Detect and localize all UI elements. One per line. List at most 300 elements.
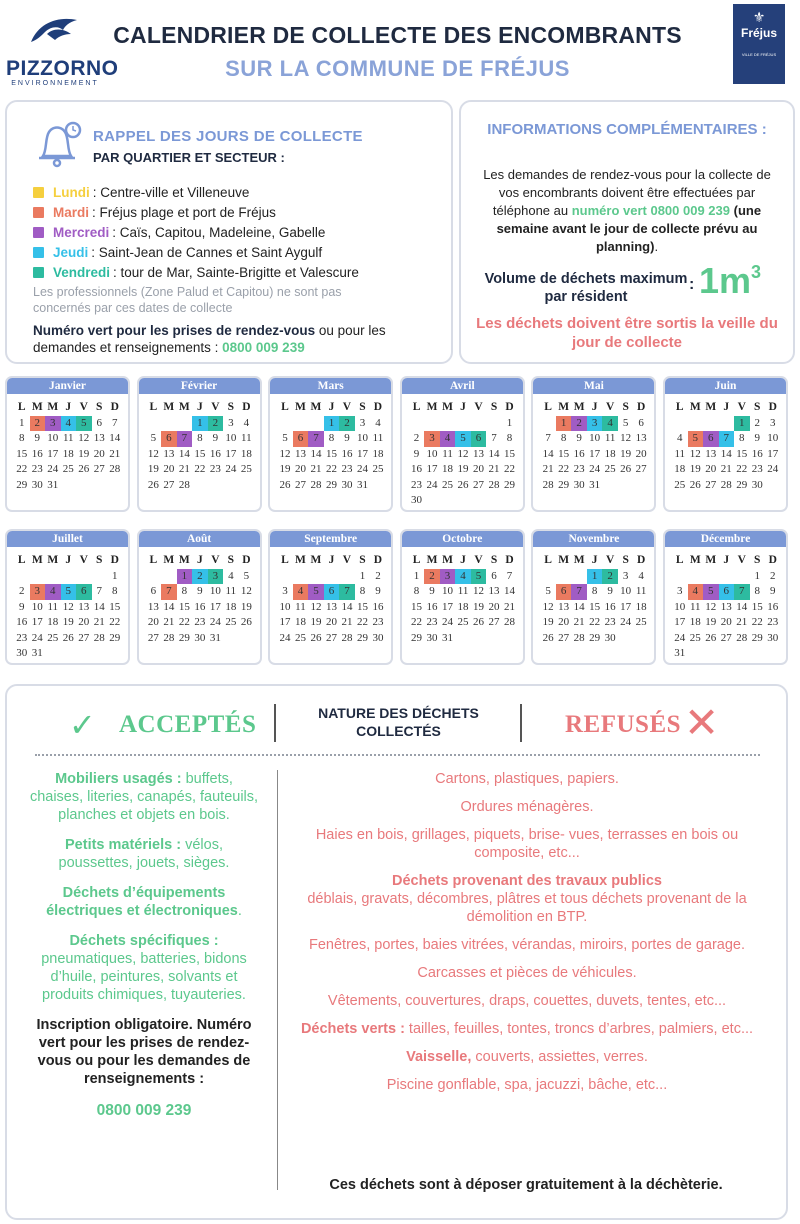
refused-item-text: Ordures ménagères. bbox=[460, 799, 594, 815]
volume-number: 1m bbox=[699, 260, 752, 301]
refused-item bbox=[297, 992, 757, 1010]
waste-nature-section bbox=[5, 684, 788, 1220]
day-cell: 16 bbox=[426, 600, 438, 613]
day-cell: 29 bbox=[411, 631, 423, 644]
weekday-header: M bbox=[47, 554, 59, 566]
day-name: Mardi bbox=[53, 204, 90, 220]
month-calendar bbox=[137, 376, 262, 512]
day-cell: 8 bbox=[506, 432, 513, 444]
collection-day-cell: 1 bbox=[177, 569, 193, 585]
day-cell: 8 bbox=[197, 432, 203, 444]
day-cell: 10 bbox=[674, 600, 686, 613]
weekday-header: V bbox=[605, 554, 615, 566]
day-cell: 31 bbox=[442, 631, 454, 644]
pizzorno-logo bbox=[6, 12, 119, 90]
day-sectors: : Caïs, Capitou, Madeleine, Gabelle bbox=[112, 224, 326, 240]
day-cell: 27 bbox=[488, 616, 500, 628]
collection-day-cell: 3 bbox=[208, 569, 224, 585]
weekday-header: M bbox=[310, 554, 322, 566]
day-sectors: : tour de Mar, Sainte-Brigitte et Valescure bbox=[113, 264, 359, 280]
weekday-header: S bbox=[754, 401, 761, 413]
day-cell: 8 bbox=[328, 432, 335, 444]
weekday-header: M bbox=[573, 401, 585, 413]
empty-cell bbox=[471, 416, 487, 432]
day-legend-item bbox=[33, 202, 453, 222]
accepted-list bbox=[29, 770, 259, 1120]
day-cell: 10 bbox=[225, 432, 237, 444]
day-cell: 15 bbox=[16, 447, 28, 460]
day-cell: 15 bbox=[325, 447, 337, 460]
weekday-header: M bbox=[558, 401, 570, 413]
day-cell: 10 bbox=[442, 585, 454, 597]
accepted-item-text: pneumatiques, batteries, bidons d’huile, peintures, solvants et produits chimiques, tuyauteries. bbox=[41, 951, 247, 1003]
day-cell: 12 bbox=[457, 447, 469, 460]
weekday-header: M bbox=[426, 554, 438, 566]
day-cell: 13 bbox=[93, 432, 105, 444]
day-cell: 11 bbox=[604, 432, 616, 444]
empty-cell bbox=[76, 569, 92, 585]
day-cell: 28 bbox=[573, 631, 585, 644]
day-cell: 21 bbox=[488, 463, 500, 475]
weekday-header: J bbox=[328, 401, 335, 413]
day-cell: 11 bbox=[689, 600, 701, 613]
day-cell: 26 bbox=[78, 463, 90, 475]
day-cell: 9 bbox=[197, 585, 203, 597]
day-cell: 19 bbox=[705, 616, 717, 628]
collection-day-cell: 4 bbox=[293, 584, 309, 600]
accepted-item-bold: Mobiliers usagés : bbox=[55, 771, 182, 787]
day-cell: 20 bbox=[78, 616, 90, 628]
collection-day-cell: 1 bbox=[754, 569, 760, 582]
day-cell: 12 bbox=[147, 447, 159, 460]
refused-item-text: Cartons, plastiques, papiers. bbox=[435, 771, 619, 787]
day-cell: 7 bbox=[506, 569, 513, 582]
divider bbox=[520, 704, 522, 742]
weekday-header: M bbox=[31, 401, 43, 413]
accepted-item-bold: Déchets d’équipements électriques et électroniques bbox=[46, 885, 238, 919]
collection-day-cell: 4 bbox=[688, 584, 704, 600]
day-cell: 29 bbox=[178, 631, 190, 644]
refused-item bbox=[297, 770, 757, 788]
day-cell: 13 bbox=[720, 600, 732, 613]
day-cell: 25 bbox=[47, 631, 59, 644]
weekday-header: J bbox=[723, 401, 730, 413]
accepted-item-text: buffets, chaises, literies, canapés, fauteuils, planches et objets en bois. bbox=[29, 771, 259, 823]
collection-day-cell: 5 bbox=[455, 431, 471, 447]
day-cell: 21 bbox=[93, 616, 105, 628]
weekday-header: V bbox=[79, 401, 88, 413]
day-cell: 26 bbox=[457, 478, 469, 491]
weekday-header: L bbox=[17, 554, 26, 566]
month-calendar bbox=[531, 376, 656, 512]
day-cell: 8 bbox=[413, 585, 420, 597]
day-cell: 15 bbox=[411, 600, 423, 613]
weekday-header: S bbox=[359, 401, 366, 413]
day-cell: 27 bbox=[558, 631, 570, 644]
empty-cell bbox=[571, 569, 587, 585]
day-cell: 30 bbox=[372, 631, 384, 644]
day-cell: 17 bbox=[589, 447, 601, 460]
day-cell: 17 bbox=[674, 616, 686, 628]
day-cell: 20 bbox=[720, 616, 732, 628]
month-calendar bbox=[137, 529, 262, 665]
day-cell: 12 bbox=[689, 447, 701, 460]
day-cell: 18 bbox=[442, 463, 454, 475]
day-cell: 13 bbox=[294, 447, 306, 460]
day-name: Lundi bbox=[53, 184, 90, 200]
day-cell: 16 bbox=[209, 447, 221, 460]
day-cell: 19 bbox=[279, 463, 291, 475]
day-cell: 13 bbox=[635, 432, 647, 444]
day-cell: 22 bbox=[356, 616, 368, 628]
weekday-header: M bbox=[689, 554, 701, 566]
color-swatch bbox=[33, 227, 44, 238]
month-calendar bbox=[268, 529, 393, 665]
green-number-note bbox=[33, 322, 433, 356]
empty-cell bbox=[688, 416, 704, 432]
day-cell: 22 bbox=[411, 616, 423, 628]
day-cell: 9 bbox=[212, 432, 219, 444]
day-cell: 17 bbox=[47, 447, 59, 460]
day-cell: 19 bbox=[689, 463, 701, 475]
weekday-header: J bbox=[196, 401, 203, 413]
collection-day-cell: 5 bbox=[622, 416, 629, 429]
collection-day-cell: 1 bbox=[587, 569, 603, 585]
weekday-header: M bbox=[705, 401, 717, 413]
day-cell: 11 bbox=[674, 447, 686, 460]
day-cell: 28 bbox=[163, 631, 175, 644]
collection-day-cell: 4 bbox=[602, 416, 618, 432]
put-out-note: Les déchets doivent être sortis la veille du jour de collecte bbox=[476, 315, 778, 351]
bell-icon bbox=[29, 116, 85, 172]
weekday-header: D bbox=[768, 401, 777, 413]
day-legend-item bbox=[33, 222, 453, 242]
weekday-header: M bbox=[163, 401, 175, 413]
day-cell: 1 bbox=[413, 569, 420, 582]
day-cell: 12 bbox=[473, 585, 485, 597]
day-cell: 2 bbox=[413, 432, 420, 444]
empty-cell bbox=[440, 416, 456, 432]
weekday-header: D bbox=[505, 401, 514, 413]
month-calendar bbox=[400, 376, 525, 512]
day-cell: 30 bbox=[411, 494, 423, 506]
day-cell: 10 bbox=[31, 600, 43, 613]
color-swatch bbox=[33, 187, 44, 198]
day-cell: 28 bbox=[109, 463, 121, 475]
empty-cell bbox=[293, 416, 309, 432]
day-cell: 26 bbox=[279, 478, 291, 491]
day-cell: 18 bbox=[240, 447, 252, 460]
day-cell: 10 bbox=[767, 432, 779, 444]
day-cell: 11 bbox=[295, 600, 306, 613]
month-grid bbox=[409, 400, 518, 509]
day-cell: 21 bbox=[178, 463, 190, 475]
collection-day-cell: 6 bbox=[96, 416, 102, 429]
weekday-header: D bbox=[505, 554, 514, 566]
weekday-header: L bbox=[149, 554, 158, 566]
day-cell: 4 bbox=[243, 416, 250, 429]
day-cell: 16 bbox=[751, 447, 763, 460]
month-grid bbox=[277, 553, 386, 646]
day-cell: 30 bbox=[751, 478, 763, 491]
weekday-header: S bbox=[754, 554, 761, 566]
refused-footer: Ces déchets sont à déposer gratuitement à la déchèterie. bbox=[329, 1177, 723, 1193]
inscription-phone: 0800 009 239 bbox=[96, 1102, 192, 1119]
day-cell: 15 bbox=[736, 447, 748, 460]
weekday-header: D bbox=[242, 554, 251, 566]
refused-item bbox=[297, 964, 757, 982]
day-cell: 9 bbox=[576, 432, 582, 444]
day-cell: 22 bbox=[194, 463, 206, 475]
day-cell: 9 bbox=[344, 432, 350, 444]
day-cell: 22 bbox=[504, 463, 516, 475]
day-legend-item bbox=[33, 262, 453, 282]
day-cell: 19 bbox=[620, 447, 632, 460]
volume-value bbox=[699, 260, 761, 302]
collection-day-cell: 2 bbox=[30, 416, 46, 432]
day-cell: 11 bbox=[372, 432, 384, 444]
day-cell: 29 bbox=[589, 631, 601, 644]
refused-item bbox=[297, 872, 757, 926]
day-cell: 19 bbox=[310, 616, 322, 628]
refused-item-text: Piscine gonflable, spa, jacuzzi, bâche, etc... bbox=[386, 1077, 668, 1093]
day-cell: 31 bbox=[31, 647, 43, 659]
empty-cell bbox=[672, 569, 688, 585]
collection-day-cell: 5 bbox=[308, 584, 324, 600]
day-cell: 15 bbox=[194, 447, 206, 460]
day-cell: 14 bbox=[720, 447, 732, 460]
day-cell: 11 bbox=[47, 600, 59, 613]
day-cell: 6 bbox=[638, 416, 644, 429]
day-cell: 19 bbox=[542, 616, 554, 628]
refused-item-bold: Vaisselle, bbox=[406, 1049, 472, 1065]
empty-cell bbox=[540, 569, 556, 585]
collection-day-cell: 4 bbox=[440, 431, 456, 447]
weekday-header: M bbox=[442, 554, 453, 566]
weekday-header: L bbox=[149, 401, 158, 413]
weekday-header: D bbox=[242, 401, 251, 413]
day-cell: 8 bbox=[359, 585, 366, 597]
day-cell: 18 bbox=[47, 616, 59, 628]
info-phone: numéro vert 0800 009 239 bbox=[571, 203, 730, 218]
day-cell: 21 bbox=[573, 616, 585, 628]
day-cell: 11 bbox=[635, 585, 647, 597]
month-calendar bbox=[400, 529, 525, 665]
collection-day-cell: 4 bbox=[45, 584, 61, 600]
day-cell: 20 bbox=[93, 447, 105, 460]
color-swatch bbox=[33, 267, 44, 278]
day-name: Jeudi bbox=[53, 244, 89, 260]
day-cell: 5 bbox=[545, 585, 551, 597]
weekday-header: M bbox=[295, 401, 306, 413]
day-cell: 20 bbox=[635, 447, 647, 460]
collection-day-cell: 7 bbox=[96, 585, 102, 597]
collection-day-cell: 6 bbox=[471, 431, 487, 447]
day-cell: 23 bbox=[573, 463, 585, 475]
day-cell: 25 bbox=[689, 631, 701, 644]
info-text bbox=[477, 166, 777, 256]
day-cell: 15 bbox=[504, 447, 516, 460]
inscription-note: Inscription obligatoire. Numéro vert pour les prises de rendez-vous ou pour les demandes de renseignements : bbox=[36, 1017, 252, 1087]
day-cell: 13 bbox=[325, 600, 337, 613]
day-cell: 1 bbox=[19, 416, 25, 429]
refused-item bbox=[297, 826, 757, 862]
collection-day-cell: 2 bbox=[754, 416, 760, 429]
numvert-rest: ou pour les demandes et renseignements : bbox=[33, 323, 386, 355]
day-cell: 29 bbox=[504, 478, 516, 491]
day-cell: 5 bbox=[282, 432, 288, 444]
weekday-header: M bbox=[178, 401, 190, 413]
weekday-header: L bbox=[544, 401, 552, 413]
day-cell: 28 bbox=[736, 631, 748, 644]
day-cell: 27 bbox=[720, 631, 732, 644]
month-calendar bbox=[663, 529, 788, 665]
day-cell: 17 bbox=[356, 447, 368, 460]
collection-day-cell: 1 bbox=[192, 416, 208, 432]
weekday-header: V bbox=[211, 401, 220, 413]
collection-day-cell: 6 bbox=[161, 431, 177, 447]
day-cell: 16 bbox=[604, 600, 616, 613]
weekday-header: J bbox=[65, 554, 72, 566]
day-cell: 7 bbox=[545, 432, 551, 444]
day-sectors: : Fréjus plage et port de Fréjus bbox=[92, 204, 276, 220]
day-cell: 14 bbox=[573, 600, 585, 613]
month-name: Août bbox=[139, 531, 260, 547]
weekday-header: M bbox=[310, 401, 322, 413]
day-cell: 28 bbox=[720, 478, 732, 491]
collection-day-cell: 3 bbox=[424, 431, 440, 447]
empty-cell bbox=[672, 416, 688, 432]
day-cell: 17 bbox=[767, 447, 779, 460]
weekday-header: D bbox=[373, 554, 383, 566]
day-cell: 18 bbox=[372, 447, 384, 460]
accepted-item-bold: Déchets spécifiques : bbox=[69, 933, 219, 949]
empty-cell bbox=[703, 569, 719, 585]
collection-day-cell: 7 bbox=[177, 431, 193, 447]
weekday-header: J bbox=[460, 554, 466, 566]
day-cell: 26 bbox=[705, 631, 717, 644]
rappel-subtitle: PAR QUARTIER ET SECTEUR : bbox=[93, 150, 285, 165]
day-cell: 25 bbox=[62, 463, 74, 475]
day-cell: 8 bbox=[112, 585, 118, 597]
weekday-header: L bbox=[675, 554, 684, 566]
weekday-header: S bbox=[96, 401, 103, 413]
collection-day-cell: 3 bbox=[622, 569, 629, 582]
day-cell: 14 bbox=[178, 447, 190, 460]
column-divider bbox=[277, 770, 278, 1190]
empty-cell bbox=[409, 416, 425, 432]
collection-day-cell: 7 bbox=[571, 584, 587, 600]
month-calendar bbox=[663, 376, 788, 512]
collection-day-cell: 6 bbox=[491, 569, 497, 582]
day-cell: 12 bbox=[240, 585, 252, 597]
empty-cell bbox=[161, 416, 177, 432]
refused-item-text: couverts, assiettes, verres. bbox=[471, 1049, 648, 1065]
day-cell: 16 bbox=[341, 447, 353, 460]
day-cell: 25 bbox=[604, 463, 616, 475]
day-cell: 4 bbox=[638, 569, 644, 582]
collection-day-cell: 4 bbox=[455, 569, 471, 585]
volume-colon: : bbox=[689, 276, 695, 293]
day-cell: 11 bbox=[457, 585, 469, 597]
empty-cell bbox=[719, 569, 735, 585]
day-cell: 25 bbox=[635, 616, 647, 628]
day-cell: 13 bbox=[488, 585, 500, 597]
day-cell: 27 bbox=[93, 463, 105, 475]
empty-cell bbox=[146, 416, 162, 432]
day-cell: 11 bbox=[225, 585, 237, 597]
day-cell: 10 bbox=[620, 585, 632, 597]
info-text-bold: (une semaine avant le jour de collecte prévu au planning) bbox=[496, 203, 762, 254]
day-cell: 28 bbox=[341, 631, 353, 644]
weekday-header: V bbox=[211, 554, 220, 566]
collection-day-cell: 7 bbox=[491, 432, 497, 444]
collection-day-cell: 7 bbox=[339, 584, 355, 600]
month-grid bbox=[14, 400, 123, 493]
day-cell: 26 bbox=[542, 631, 554, 644]
day-cell: 28 bbox=[310, 478, 322, 491]
collection-day-cell: 5 bbox=[61, 584, 77, 600]
day-cell: 15 bbox=[356, 600, 368, 613]
day-cell: 20 bbox=[705, 463, 717, 475]
day-cell: 21 bbox=[109, 447, 121, 460]
day-cell: 20 bbox=[473, 463, 485, 475]
collection-day-cell: 1 bbox=[359, 569, 366, 582]
day-name: Mercredi bbox=[53, 224, 110, 240]
day-cell: 28 bbox=[178, 478, 190, 491]
day-cell: 26 bbox=[620, 463, 632, 475]
month-name: Septembre bbox=[270, 531, 391, 547]
day-cell: 9 bbox=[429, 585, 435, 597]
empty-cell bbox=[308, 416, 324, 432]
month-calendar bbox=[5, 376, 130, 512]
day-cell: 9 bbox=[34, 432, 40, 444]
day-cell: 14 bbox=[163, 600, 175, 613]
day-cell: 9 bbox=[413, 447, 420, 460]
empty-cell bbox=[339, 569, 355, 585]
month-grid bbox=[540, 553, 649, 646]
day-cell: 14 bbox=[488, 447, 500, 460]
month-name: Mars bbox=[270, 378, 391, 394]
refused-item bbox=[297, 1076, 757, 1094]
accepted-header bbox=[69, 708, 269, 742]
day-cell: 2 bbox=[19, 585, 25, 597]
empty-cell bbox=[30, 569, 46, 585]
collection-day-cell: 1 bbox=[556, 416, 572, 432]
empty-cell bbox=[540, 416, 556, 432]
collection-day-cell: 6 bbox=[703, 431, 719, 447]
day-cell: 8 bbox=[560, 432, 567, 444]
logo-sub: ENVIRONNEMENT bbox=[11, 80, 99, 87]
day-cell: 23 bbox=[341, 463, 353, 475]
day-cell: 5 bbox=[150, 432, 157, 444]
day-cell: 27 bbox=[325, 631, 337, 644]
day-cell: 23 bbox=[751, 463, 763, 475]
refused-item-bold: Déchets provenant des travaux publics bbox=[392, 873, 662, 889]
empty-cell bbox=[688, 569, 704, 585]
day-cell: 8 bbox=[754, 585, 760, 597]
accepted-title: ACCEPTÉS bbox=[119, 711, 257, 738]
day-cell: 22 bbox=[16, 463, 28, 475]
weekday-header: L bbox=[544, 554, 552, 566]
day-cell: 17 bbox=[620, 600, 632, 613]
weekday-header: D bbox=[636, 554, 646, 566]
info-text-c: . bbox=[654, 239, 659, 254]
day-cell: 24 bbox=[426, 478, 438, 491]
accepted-item-bold: Petits matériels : bbox=[65, 837, 182, 853]
day-cell: 25 bbox=[674, 478, 686, 491]
weekday-header: V bbox=[737, 554, 746, 566]
